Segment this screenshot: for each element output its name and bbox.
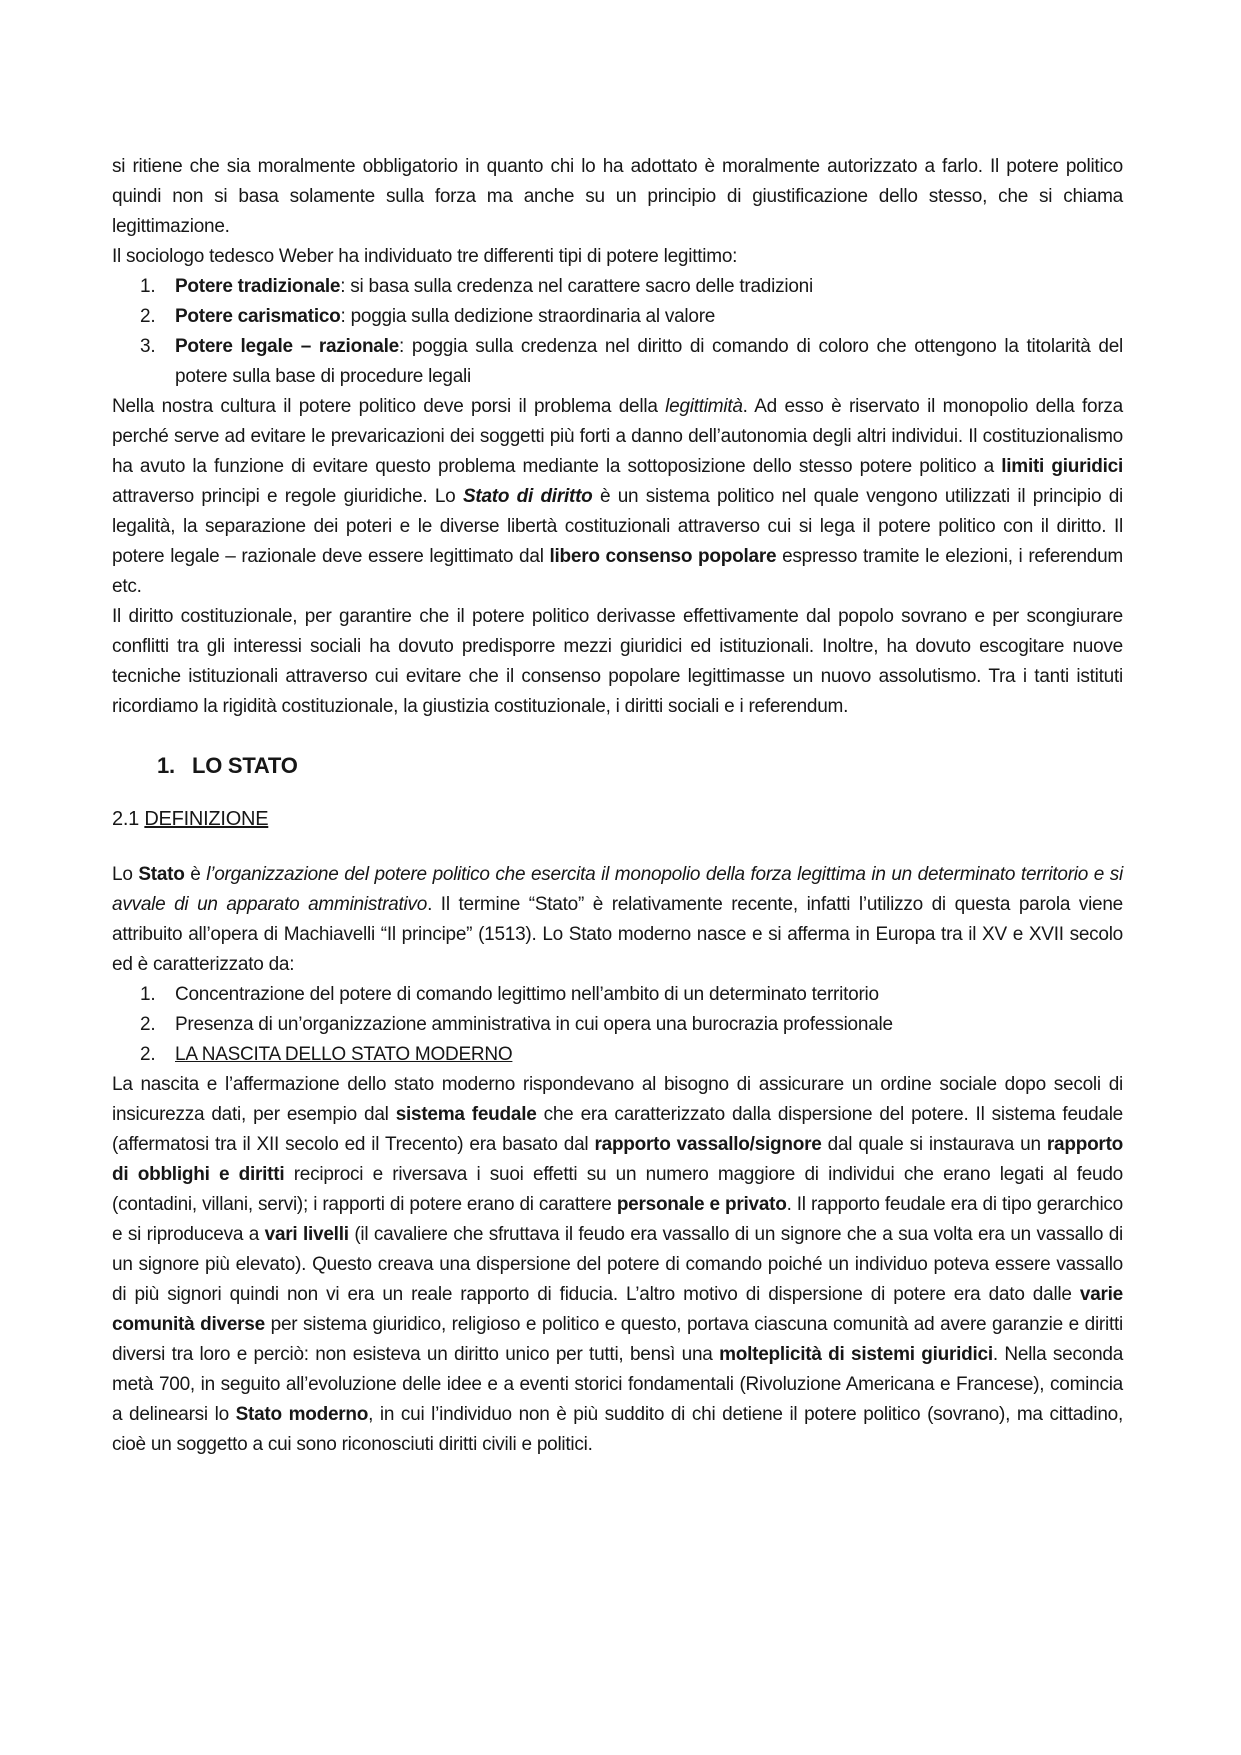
list-marker: 2. bbox=[140, 1014, 156, 1035]
text-segment: Il sociologo tedesco Weber ha individuato tre differenti tipi di potere legittimo: bbox=[112, 246, 738, 267]
text-segment: espresso tramite le elezioni, i referendum etc. bbox=[112, 546, 1123, 597]
text-segment: LO STATO bbox=[192, 753, 298, 778]
text-segment: : poggia sulla credenza nel diritto di comando di coloro che ottengono la titolarità del potere sulla base di procedure legali bbox=[175, 336, 1124, 387]
text-segment: Il diritto costituzionale, per garantire che il potere politico derivasse effettivamente dal popolo sovrano e per scongiurare conflitti tra gli interessi sociali ha dovuto predisporre mezzi giuridici ed istituzionali. Inoltre, ha dovuto escogitare nuove tecniche istituzionali attraverso cui evitare che il consenso popolare legittimasse un nuovo assolutismo. Tra i tanti istituti ricordiamo la rigidità costituzionale, la giustizia costituzionale, i diritti sociali e i referendum. bbox=[112, 606, 1123, 717]
text-segment: l’organizzazione del potere politico che esercita il monopolio della forza legittima in un determinato territorio e si avvale di un apparato amministrativo bbox=[112, 864, 1124, 915]
list-item-text bbox=[175, 1040, 1123, 1070]
heading-number: 1. bbox=[157, 753, 175, 778]
text-segment: Stato bbox=[138, 864, 185, 885]
text-segment: Presenza di un’organizzazione amministrativa in cui opera una burocrazia professionale bbox=[175, 1014, 893, 1035]
text-segment: per sistema giuridico, religioso e politico e questo, portava ciascuna comunità ad avere garanzie e diritti diversi tra loro e perciò: non esisteva un diritto unico per tutti, bensì una bbox=[112, 1314, 1124, 1365]
text-segment: DEFINIZIONE bbox=[144, 808, 269, 830]
text-segment: : si basa sulla credenza nel carattere sacro delle tradizioni bbox=[340, 276, 813, 297]
text-segment: dal quale si instaurava un bbox=[821, 1134, 1047, 1155]
text-segment: si ritiene che sia moralmente obbligatorio in quanto chi lo ha adottato è moralmente autorizzato a farlo. Il potere politico quindi non si basa solamente sulla forza ma anche su un principio di giustificazione dello stesso, che si chiama legittimazione. bbox=[112, 156, 1123, 237]
text-segment: LA NASCITA DELLO STATO MODERNO bbox=[175, 1044, 513, 1065]
ordered-list bbox=[112, 980, 1123, 1070]
text-segment: Potere legale – razionale bbox=[175, 336, 399, 357]
text-segment: : poggia sulla dedizione straordinaria al valore bbox=[340, 306, 716, 327]
text-segment: . Il rapporto feudale era di tipo gerarchico e si riproduceva a bbox=[112, 1194, 1123, 1245]
list-item-text bbox=[175, 1010, 1123, 1040]
text-segment: Stato di diritto bbox=[462, 486, 593, 507]
text-segment: La nascita e l’affermazione dello stato moderno rispondevano al bisogno di assicurare un ordine sociale dopo secoli di insicurezza dati, per esempio dal bbox=[112, 1074, 1123, 1125]
list-item-text bbox=[175, 332, 1123, 392]
list-item bbox=[112, 1010, 1123, 1040]
text-segment: Nella nostra cultura il potere politico deve porsi il problema della bbox=[112, 396, 666, 417]
list-marker: 1. bbox=[140, 984, 156, 1005]
text-segment: libero consenso popolare bbox=[549, 546, 777, 567]
text-segment: , in cui l’individuo non è più suddito di chi detiene il potere politico (sovrano), ma cittadino, cioè un soggetto a cui sono riconosciuti diritti civili e politici. bbox=[112, 1404, 1123, 1455]
text-segment: molteplicità di sistemi giuridici bbox=[719, 1344, 993, 1365]
text-segment: 2.1 bbox=[112, 808, 145, 830]
paragraph bbox=[112, 152, 1123, 242]
text-segment: Concentrazione del potere di comando legittimo nell’ambito di un determinato territorio bbox=[175, 984, 879, 1005]
list-item-text bbox=[175, 302, 1123, 332]
text-segment: Lo bbox=[112, 864, 139, 885]
list-item bbox=[112, 332, 1123, 392]
list-item bbox=[112, 272, 1123, 302]
text-segment: che era caratterizzato dalla dispersione del potere. Il sistema feudale (affermatosi tra il XII secolo ed il Trecento) era basato dal bbox=[112, 1104, 1123, 1155]
paragraph bbox=[112, 392, 1123, 602]
text-segment: è un sistema politico nel quale vengono utilizzati il principio di legalità, la separazione dei poteri e le diverse libertà costituzionali attraverso cui si lega il potere politico con il diritto. Il potere legale – razionale deve essere legittimato dal bbox=[112, 486, 1123, 567]
document-content bbox=[112, 152, 1123, 1460]
list-marker: 2. bbox=[140, 306, 156, 327]
text-segment: . Ad esso è riservato il monopolio della forza perché serve ad evitare le prevaricazioni dei soggetti più forti a danno dell’autonomia degli altri individui. Il costituzionalismo ha avuto la funzione di evitare questo problema mediante la sottoposizione dello stesso potere politico a bbox=[112, 396, 1123, 477]
text-segment: è bbox=[184, 864, 207, 885]
text-segment: reciproci e riversava i suoi effetti su un numero maggiore di individui che erano legati al feudo (contadini, villani, servi); i rapporti di potere erano di carattere bbox=[112, 1164, 1123, 1215]
text-segment: rapporto di obblighi e diritti bbox=[112, 1134, 1123, 1185]
text-segment: personale e privato bbox=[616, 1194, 787, 1215]
list-marker: 2. bbox=[140, 1044, 156, 1065]
text-segment: sistema feudale bbox=[395, 1104, 537, 1125]
list-item bbox=[112, 980, 1123, 1010]
list-item-text bbox=[175, 980, 1123, 1010]
list-item-text bbox=[175, 272, 1123, 302]
text-segment: attraverso principi e regole giuridiche. Lo bbox=[112, 486, 463, 507]
subsection-heading bbox=[112, 804, 1123, 834]
text-segment: Potere carismatico bbox=[175, 306, 341, 327]
paragraph bbox=[112, 242, 1123, 272]
text-segment: Potere tradizionale bbox=[175, 276, 341, 297]
ordered-list bbox=[112, 272, 1123, 392]
paragraph bbox=[112, 860, 1123, 980]
list-marker: 1. bbox=[140, 276, 156, 297]
text-segment: rapporto vassallo/signore bbox=[594, 1134, 822, 1155]
text-segment: (il cavaliere che sfruttava il feudo era vassallo di un signore che a sua volta era un vassallo di un signore più elevato). Questo creava una dispersione del potere di comando poiché un individuo poteva essere vassallo di più signori quindi non vi era un reale rapporto di fiducia. L’altro motivo di dispersione di potere era dato dalle bbox=[112, 1224, 1124, 1305]
text-segment: varie comunità diverse bbox=[112, 1284, 1123, 1335]
text-segment: legittimità bbox=[665, 396, 743, 417]
list-marker: 3. bbox=[140, 336, 156, 357]
paragraph bbox=[112, 602, 1123, 722]
text-segment: limiti giuridici bbox=[1001, 456, 1124, 477]
text-segment: . Nella seconda metà 700, in seguito all’evoluzione delle idee e a eventi storici fondamentali (Rivoluzione Americana e Francese), comincia a delinearsi lo bbox=[112, 1344, 1124, 1425]
paragraph bbox=[112, 1070, 1123, 1460]
text-segment: vari livelli bbox=[264, 1224, 349, 1245]
list-item bbox=[112, 1040, 1123, 1070]
text-segment: . Il termine “Stato” è relativamente recente, infatti l’utilizzo di questa parola viene attribuito all’opera di Machiavelli “Il principe” (1513). Lo Stato moderno nasce e si afferma in Europa tra il XV e XVII secolo ed è caratterizzato da: bbox=[112, 894, 1124, 975]
section-heading bbox=[112, 750, 1123, 782]
text-segment: Stato moderno bbox=[235, 1404, 369, 1425]
heading-text bbox=[192, 750, 298, 782]
list-item bbox=[112, 302, 1123, 332]
